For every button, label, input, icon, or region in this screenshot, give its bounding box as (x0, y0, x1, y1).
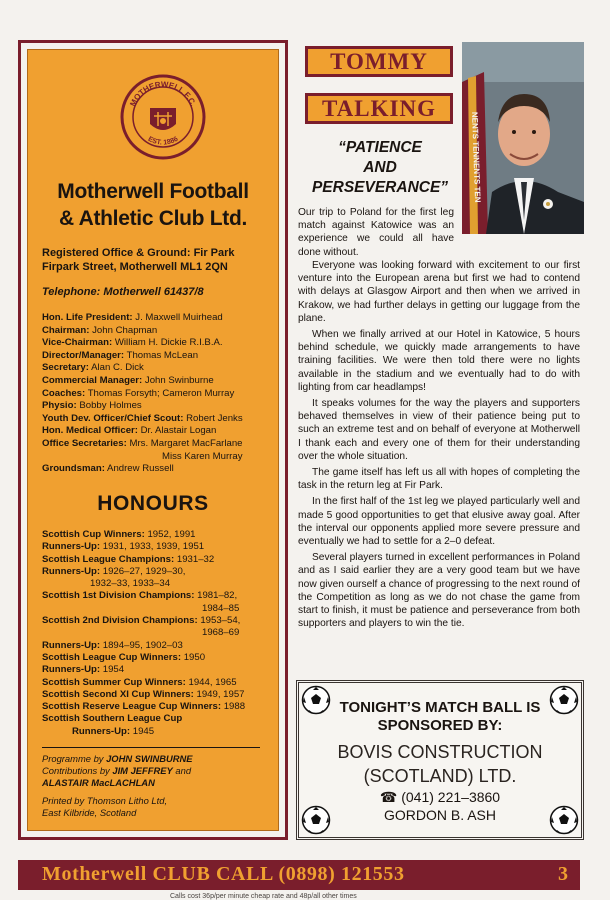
official-name: Alan C. Dick (91, 362, 144, 374)
credits-contrib-author-2: ALASTAIR MacLACHLAN (42, 777, 155, 788)
honour-title: Runners-Up: (42, 565, 101, 577)
club-name-line2: & Athletic Club Ltd. (58, 207, 248, 230)
honour-title: Runners-Up: (42, 541, 101, 553)
honour-years: 1950 (183, 651, 206, 663)
honour-years: 1944, 1965 (188, 676, 237, 688)
honour-title: Scottish Second XI Cup Winners: (42, 688, 194, 700)
registered-office-line1: Registered Office & Ground: Fir Park (42, 247, 235, 259)
official-role: Chairman: (42, 324, 90, 336)
honour-title: Scottish League Champions: (42, 553, 175, 565)
honour-row (42, 627, 274, 639)
headline-line3: PERSEVERANCE” (311, 179, 449, 196)
club-info-panel (18, 40, 288, 840)
honour-row (42, 566, 274, 578)
honour-years: 1932–33, 1933–34 (90, 578, 171, 590)
club-call-text: Motherwell CLUB CALL (0898) 121553 (42, 863, 405, 885)
official-name: Dr. Alastair Logan (140, 425, 217, 437)
honour-row (42, 590, 274, 602)
official-row (42, 375, 274, 388)
official-role: Hon. Medical Officer: (42, 425, 138, 437)
credits-programme-line: Programme by JOHN SWINBURNE (42, 753, 193, 764)
official-role: Director/Manager: (42, 349, 125, 361)
credits-contrib-author-1: JIM JEFFREY (112, 765, 173, 776)
article-paragraph: It speaks volumes for the way the players and supporters behaved themselves in view of their patience being put to such an extreme test and on behalf of everyone at Motherwell I thank each and every one of them for their understanding over the whole situation. (298, 398, 580, 462)
article-intro (298, 206, 454, 259)
sponsor-phone: ☎ (041) 221–3860 (379, 789, 501, 805)
headline-line2: AND (363, 159, 397, 176)
honour-title: Runners-Up: (42, 664, 101, 676)
call-charges-note: Calls cost 36p/per minute cheap rate and 48p/all other times (170, 893, 357, 900)
official-row (42, 451, 274, 464)
honour-row (42, 615, 274, 627)
club-telephone: Telephone: Motherwell 61437/8 (42, 286, 204, 298)
sponsor-heading-line1: TONIGHT’S MATCH BALL IS (339, 699, 541, 716)
honour-title: Scottish Summer Cup Winners: (42, 676, 186, 688)
honour-years: 1926–27, 1929–30, (102, 565, 186, 577)
registered-office (42, 246, 270, 274)
honours-list (42, 529, 274, 738)
official-row (42, 463, 274, 476)
official-role: Youth Dev. Officer/Chief Scout: (42, 412, 184, 424)
sponsor-company-line1: BOVIS CONSTRUCTION (337, 742, 543, 762)
honour-years: 1988 (223, 701, 246, 713)
honour-years: 1931–32 (176, 553, 215, 565)
honour-row (42, 529, 274, 541)
credits-contrib-line2 (42, 777, 274, 789)
club-name (28, 178, 278, 232)
official-role: Hon. Life President: (42, 312, 133, 323)
official-row (42, 312, 274, 325)
honour-title: Scottish Cup Winners: (42, 529, 145, 540)
honour-title: Scottish Southern League Cup (42, 713, 183, 725)
article-paragraph: When we finally arrived at our Hotel in Katowice, 5 hours behind schedule, we quickly made arrangements to have training facilities. We were then told there were no lights available in the stadium and we eventually had to do with lighting from car headlamps! (298, 329, 580, 393)
honour-row (42, 664, 274, 676)
sponsor-heading-line2: SPONSORED BY: (377, 717, 503, 734)
honour-row (42, 677, 274, 689)
honour-years: 1981–82, (197, 590, 238, 602)
honour-title: Scottish 1st Division Champions: (42, 590, 195, 602)
club-crest-logo (120, 74, 206, 160)
honour-title: Scottish 2nd Division Champions: (42, 615, 198, 627)
honour-years: 1894–95, 1902–03 (102, 639, 183, 651)
honour-years: 1953–54, (200, 615, 241, 627)
article-paragraph: Our trip to Poland for the first leg match against Katowice was an experience we could all have done without. (298, 207, 454, 258)
column-headline (300, 138, 460, 198)
official-row (42, 325, 274, 338)
article-paragraph: Several players turned in excellent performances in Poland and as I said earlier they are a very good team but we have now given ourself a chance of progressing to the next round of the Competition as long as we do not chase the game from start to finish, it must be patience and perseverance from both supporters and players to win the tie. (298, 552, 580, 630)
honour-years: 1968–69 (202, 627, 240, 639)
programme-credits (42, 753, 274, 819)
honours-heading: HONOURS (97, 492, 209, 515)
official-role: Physio: (42, 400, 77, 412)
honour-row (42, 554, 274, 566)
honour-row (42, 652, 274, 664)
official-role: Commercial Manager: (42, 374, 143, 386)
honour-row (42, 713, 274, 725)
manager-photo (462, 42, 584, 234)
official-role: Vice-Chairman: (42, 337, 113, 349)
honour-row (42, 640, 274, 652)
column-title-talking: TALKING (305, 93, 453, 124)
honour-years: 1949, 1957 (196, 688, 245, 700)
officials-list (42, 312, 274, 476)
club-name-line1: Motherwell Football (57, 180, 249, 203)
official-name: Thomas Forsyth; Cameron Murray (87, 387, 235, 399)
article-paragraph: The game itself has left us all with hopes of completing the task in the return leg at Fir Park. (298, 467, 580, 492)
honour-row (42, 578, 274, 590)
article-body (298, 259, 580, 633)
honour-title: Scottish Reserve League Cup Winners: (42, 701, 222, 713)
official-name: John Chapman (92, 324, 158, 336)
column-title-tommy: TOMMY (305, 46, 453, 77)
official-row (42, 400, 274, 413)
honour-title: Scottish League Cup Winners: (42, 651, 182, 663)
credits-divider (42, 747, 260, 748)
honour-years: 1952, 1991 (147, 529, 196, 540)
article-paragraph: Everyone was looking forward with excitement to our first venture into the European arena but first we had to contend with delays at Glasgow Airport and then when we arrived in Krakow, we had further delays in getting our luggage from the plane. (298, 260, 580, 324)
official-role: Coaches: (42, 387, 86, 399)
honour-years: 1931, 1933, 1939, 1951 (102, 541, 205, 553)
telephone-icon: ☎ (379, 789, 398, 805)
honour-row (42, 603, 274, 615)
official-name: Mrs. Margaret MacFarlane (129, 437, 243, 449)
official-row (42, 425, 274, 438)
official-role: Secretary: (42, 362, 89, 374)
credits-printer-line2: East Kilbride, Scotland (42, 807, 137, 818)
svg-text:MOTHERWELL F.C.: MOTHERWELL F.C. (128, 79, 198, 108)
scarf-text: NENTS TENNENTS TEN (470, 111, 483, 203)
official-name: William H. Dickie R.I.B.A. (114, 337, 223, 349)
svg-text:EST. 1886: EST. 1886 (146, 135, 180, 147)
match-ball-sponsor-box (296, 680, 584, 840)
honour-title: Runners-Up: (42, 639, 101, 651)
headline-line1: “PATIENCE (338, 139, 422, 156)
official-row (42, 388, 274, 401)
credits-contrib-line: Contributions by JIM JEFFREY and (42, 765, 192, 776)
honour-years: 1945 (132, 725, 155, 737)
official-name: Thomas McLean (126, 349, 199, 361)
club-info-inner (27, 49, 279, 831)
sponsor-contact: GORDON B. ASH (383, 807, 497, 823)
honour-row (42, 726, 274, 738)
official-name: Miss Karen Murray (162, 450, 243, 462)
official-name: Bobby Holmes (79, 400, 142, 412)
official-name: Andrew Russell (107, 463, 174, 475)
page-number: 3 (558, 863, 568, 885)
official-row (42, 438, 274, 451)
official-name: Robert Jenks (186, 412, 243, 424)
official-row (42, 337, 274, 350)
honour-years: 1954 (102, 664, 125, 676)
club-call-footer (18, 860, 580, 890)
official-row (42, 413, 274, 426)
official-name: J. Maxwell Muirhead (135, 312, 223, 323)
honour-years: 1984–85 (202, 602, 240, 614)
official-name: John Swinburne (144, 374, 214, 386)
honour-row (42, 689, 274, 701)
credits-programme-author: JOHN SWINBURNE (106, 753, 193, 764)
official-role: Office Secretaries: (42, 437, 127, 449)
honour-row (42, 701, 274, 713)
credits-printer-line1: Printed by Thomson Litho Ltd, (42, 795, 168, 806)
official-row (42, 362, 274, 375)
honour-row (42, 541, 274, 553)
official-row (42, 350, 274, 363)
manager-portrait-image (462, 42, 584, 234)
honour-title: Runners-Up: (72, 725, 131, 737)
sponsor-company-line2: (SCOTLAND) LTD. (363, 766, 517, 786)
official-role: Groundsman: (42, 463, 105, 475)
registered-office-line2: Firpark Street, Motherwell ML1 2QN (42, 261, 228, 273)
article-paragraph: In the first half of the 1st leg we played particularly well and made 5 good opportunities to get that elusive away goal. After the interval our opponents applied more severe pressure and eventually we had to settle for a 2–0 defeat. (298, 496, 580, 548)
